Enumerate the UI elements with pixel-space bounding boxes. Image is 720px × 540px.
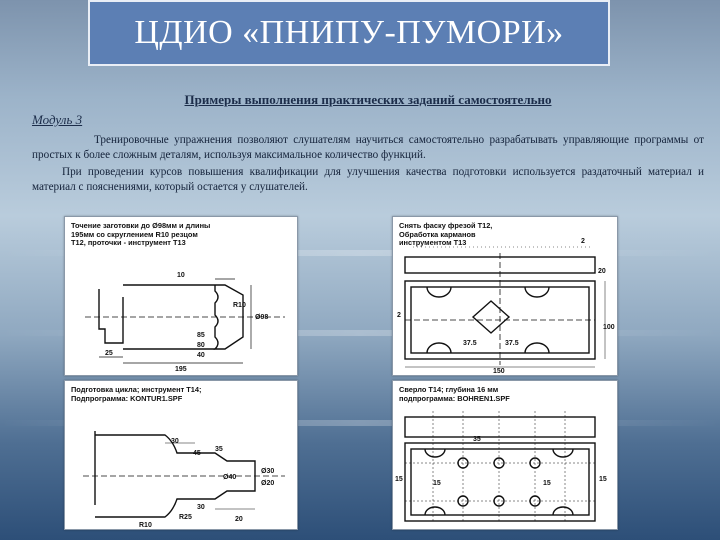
dim-right-15a: 15 [543, 480, 551, 487]
dim-2a: 2 [581, 238, 585, 245]
drilling-sketch [393, 381, 617, 529]
dim-100: 100 [603, 324, 615, 331]
dim-35: 35 [473, 436, 481, 443]
caption-line: T12, проточки - инструмент T13 [71, 238, 186, 248]
slide-subtitle: Примеры выполнения практических заданий самостоятельно [184, 92, 552, 107]
drawing-contour [64, 380, 298, 530]
dim-37-5b: 37.5 [505, 340, 519, 347]
dim-radius: R10 [233, 302, 246, 309]
dim-20: 20 [235, 516, 243, 523]
caption-line: Подготовка цикла; инструмент T14; [71, 385, 202, 394]
dim-150: 150 [493, 368, 505, 375]
caption-line: Сверло T14; глубина 16 мм [399, 385, 499, 394]
dim-dia: Ø98 [255, 314, 269, 321]
caption-line: Подпрограмма: KONTUR1.SPF [71, 393, 183, 403]
caption-line: 195мм со скруглением R10 резцом [71, 229, 198, 239]
dim-37-5a: 37.5 [463, 340, 477, 347]
drawing-milling-plate [392, 216, 618, 376]
dim-right-15b: 15 [599, 476, 607, 483]
dim-35: 35 [215, 446, 223, 453]
dim-r25: R25 [179, 514, 192, 521]
module-label: Модуль 3 [32, 112, 83, 127]
caption-line: подпрограмма: BOHREN1.SPF [399, 393, 510, 403]
drawing-turning-part [64, 216, 298, 376]
dim-top: 10 [177, 272, 185, 279]
dim-30a: 30 [171, 438, 179, 445]
dim-30b: 30 [197, 504, 205, 511]
dim-85: 85 [197, 332, 205, 339]
paragraph-2: При проведении курсов повышения квалификации для улучшения качества подготовки используется раздаточный материал и материал с пояснениями, который остается у слушателей. [32, 166, 704, 193]
dim-45: 45 [193, 450, 201, 457]
dim-195: 195 [175, 366, 187, 373]
dim-25: 25 [105, 350, 113, 357]
dim-r10: R10 [139, 522, 152, 529]
dim-left-15b: 15 [433, 480, 441, 487]
dim-left-15a: 15 [395, 476, 403, 483]
paragraph-1: Тренировочные упражнения позволяют слушателям научиться самостоятельно разрабатывать управляющие программы от простых к более сложным деталям, используя максимальное количество функций. [32, 134, 704, 161]
caption-line: Точение заготовки до Ø98мм и длины [71, 221, 211, 230]
dim-80: 80 [197, 342, 205, 349]
caption-line: Снять фаску фрезой T12, [399, 221, 493, 230]
caption-line: Обработка карманов [399, 229, 476, 239]
contour-sketch [65, 381, 297, 529]
caption-line: инструментом T13 [399, 238, 467, 248]
dim-phi30: Ø30 [261, 468, 275, 475]
dim-40: 40 [197, 352, 205, 359]
slide-title: ЦДИО «ПНИПУ-ПУМОРИ» [134, 14, 564, 51]
plate-sketch [393, 217, 617, 375]
part-sketch [65, 217, 297, 375]
dim-phi20: Ø20 [261, 480, 275, 487]
dim-left-2: 2 [397, 312, 401, 319]
drawing-drilling-plate [392, 380, 618, 530]
dim-20: 20 [598, 268, 606, 275]
dim-phi40: Ø40 [223, 474, 237, 481]
title-box [88, 0, 610, 66]
